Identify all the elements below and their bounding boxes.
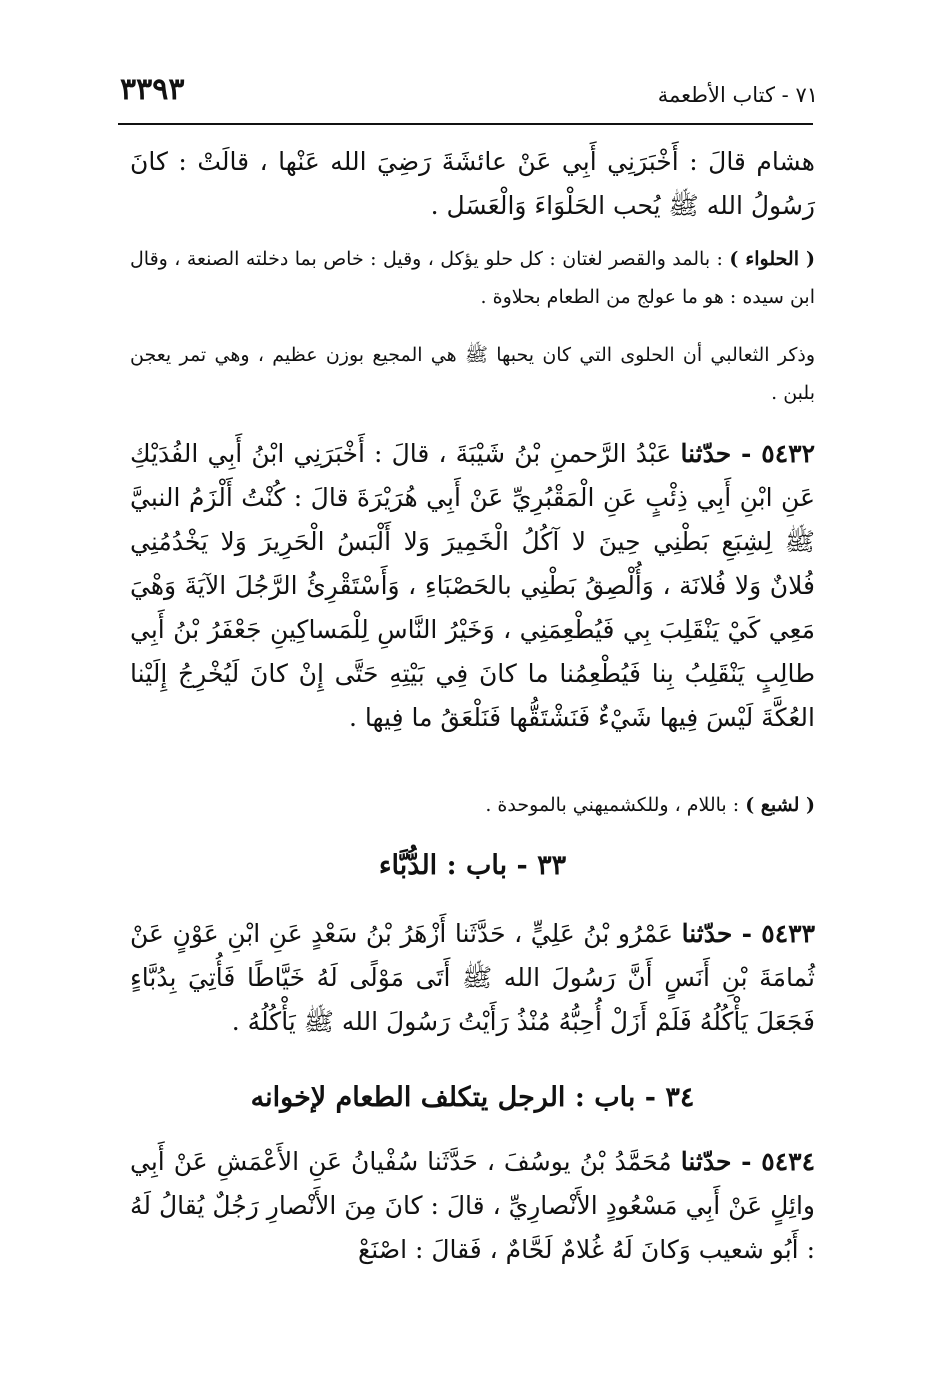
note-lishibaa-text: : باللام ، وللكشميهني بالموحدة . — [485, 794, 746, 816]
hadith-5432-number: ٥٤٣٢ - حدّثنا — [680, 439, 816, 468]
hadith-5433-text: عَمْرُو بْنُ عَلِيٍّ ، حَدَّثَنا أَزْهَرُ بْنُ سَعْدٍ عَنِ ابْنِ عَوْنٍ عَنْ ثُمامَةَ بْنِ أَنَسٍ أَنَّ رَسُولَ الله ﷺ أَتَى مَوْلًى لَهُ خَيَّاطًا فَأُتِيَ بِدُبَّاءٍ فَجَعَلَ يَأْكُلُهُ فَلَمْ أَزَلْ أُحِبُّهُ مُنْذُ رَأَيْتُ رَسُولَ الله ﷺ يَأْكُلُهُ . — [130, 919, 815, 1036]
hadith-5433 — [130, 912, 815, 1044]
hadith-5434 — [130, 1140, 815, 1272]
note-lishibaa-keyword: ( لشبع ) — [745, 794, 815, 816]
hadith-5432-text: عَبْدُ الرَّحمنِ بْنُ شَيْبَةَ ، قالَ : أَخْبَرَنِي ابْنُ أَبِي الفُدَيْكِ عَنِ ابْنِ أَبِي ذِئْبٍ عَنِ الْمَقْبُرِيِّ عَنْ أَبِي هُرَيْرَةَ قالَ : كُنْتُ أَلْزَمُ النبيَّ ﷺ لِشِبَعِ بَطْنِي حِينَ لا آكُلُ الْخَمِيرَ وَلا أَلْبَسُ الْحَرِيرَ وَلا يَخْدُمُنِي فُلانٌ وَلا فُلانَة ، وَأُلْصِقُ بَطْنِي بالحَصْبَاءِ ، وَأَسْتَقْرِئُ الرَّجُلَ الآيَةَ وَهْيَ مَعِي كَيْ يَنْقَلِبَ بِي فَيُطْعِمَنِي ، وَخَيْرُ النَّاسِ لِلْمَساكِينِ جَعْفَرُ بْنُ أَبِي طالِبٍ يَنْقَلِبُ بِنا فَيُطْعِمُنا ما كانَ فِي بَيْتِهِ حَتَّى إِنْ كانَ لَيُخْرِجُ إِلَيْنا العُكَّةَ لَيْسَ فِيها شَيْءٌ فَنَشْتَقُّها فَنَلْعَقُ ما فِيها . — [130, 439, 815, 732]
note-thaalibi-text: وذكر الثعالبي أن الحلوى التي كان يحبها ﷺ هي المجيع بوزن عظيم ، وهي تمر يعجن بلبن . — [130, 344, 815, 404]
chapter-title: ٧١ - كتاب الأطعمة — [657, 83, 818, 107]
header-divider — [118, 123, 813, 125]
hadith-5434-text: مُحَمَّدُ بْنُ يوسُفَ ، حَدَّثَنا سُفْيانُ عَنِ الأَعْمَشِ عَنْ أَبِي وائِلٍ عَنْ أَبِي مَسْعُودٍ الأَنْصارِيِّ ، قالَ : كانَ مِنَ الأَنْصارِ رَجُلٌ يُقالُ لَهُ : أَبُو شعيب وَكانَ لَهُ غُلامٌ لَحَّامٌ ، فَقالَ : اصْنَعْ — [130, 1147, 815, 1264]
note-halwa-text: : بالمد والقصر لغتان : كل حلو يؤكل ، وقيل : خاص بما دخلته الصنعة ، وقال ابن سيده : هو ما عولج من الطعام بحلاوة . — [130, 248, 815, 308]
hadith-5432 — [130, 432, 815, 740]
hadith-5433-number: ٥٤٣٣ - حدّثنا — [681, 919, 815, 948]
note-halwa — [130, 240, 815, 316]
section-heading-33: ٣٣ - باب : الدُّبَّاء — [378, 850, 567, 881]
hadith-intro-text: هشام قالَ : أَخْبَرَنِي أَبِي عَنْ عائشَةَ رَضِيَ الله عَنْها ، قالَتْ : كانَ رَسُولُ الله ﷺ يُحب الحَلْوَاءَ وَالْعَسَل . — [130, 147, 815, 220]
note-lishibaa — [130, 786, 815, 824]
note-halwa-keyword: ( الحلواء ) — [729, 248, 815, 270]
hadith-5434-number: ٥٤٣٤ - حدّثنا — [680, 1147, 815, 1176]
hadith-intro-paragraph — [130, 140, 815, 228]
section-heading-34: ٣٤ - باب : الرجل يتكلف الطعام لإخوانه — [250, 1082, 695, 1113]
note-thaalibi — [130, 336, 815, 412]
page-number: ٣٣٩٣ — [120, 72, 185, 107]
